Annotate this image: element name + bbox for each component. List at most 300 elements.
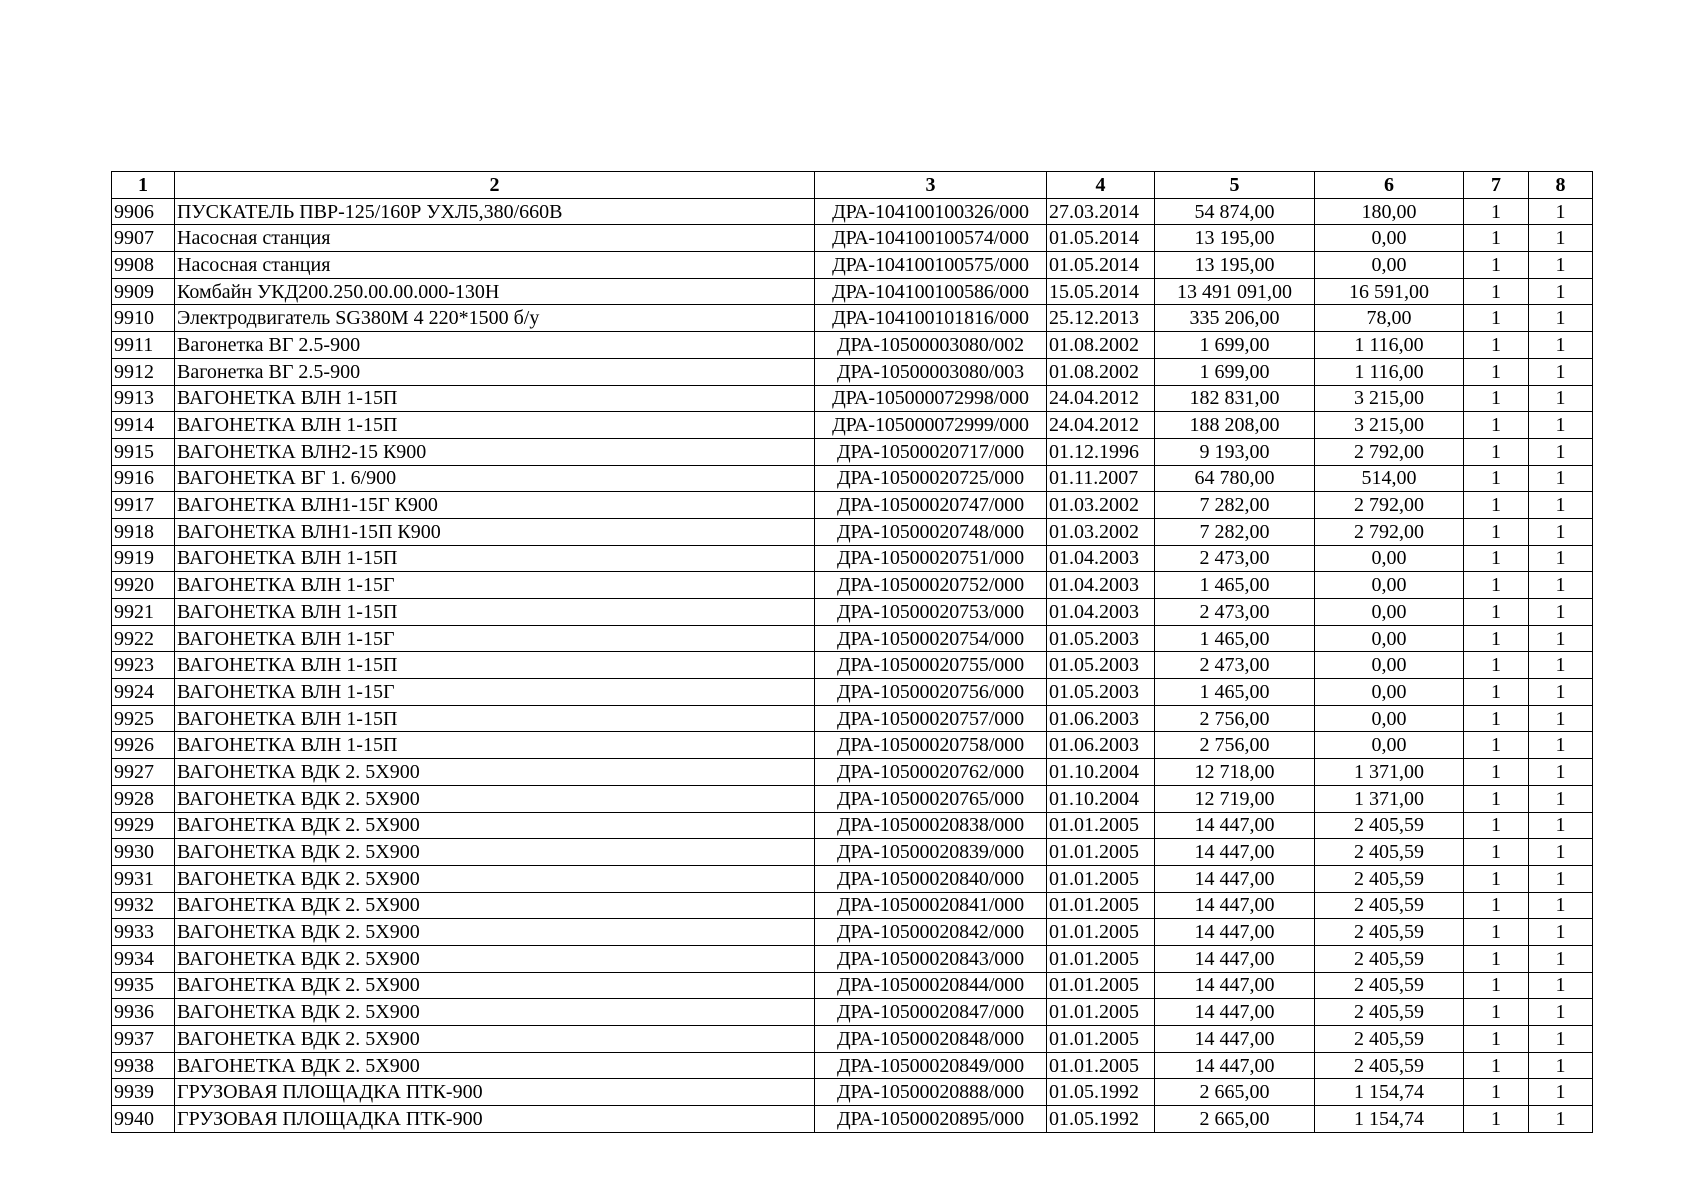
quantity-cell: 1 — [1464, 385, 1529, 412]
inventory-number-cell: ДРА-104100100574/000 — [815, 225, 1047, 252]
initial-cost-cell: 2 473,00 — [1155, 545, 1315, 572]
residual-cost-cell: 0,00 — [1315, 679, 1464, 706]
initial-cost-cell: 188 208,00 — [1155, 412, 1315, 439]
quantity-cell: 1 — [1464, 358, 1529, 385]
row-number-cell: 9915 — [112, 438, 175, 465]
asset-table — [111, 171, 1593, 1133]
quantity-cell: 1 — [1464, 518, 1529, 545]
inventory-number-cell: ДРА-10500020848/000 — [815, 1026, 1047, 1053]
date-cell: 01.01.2005 — [1047, 972, 1155, 999]
item-name-cell: ВАГОНЕТКА ВДК 2. 5Х900 — [175, 919, 815, 946]
table-row — [112, 732, 1593, 759]
inventory-number-cell: ДРА-10500020758/000 — [815, 732, 1047, 759]
row-number-cell: 9924 — [112, 679, 175, 706]
table-row — [112, 625, 1593, 652]
initial-cost-cell: 14 447,00 — [1155, 919, 1315, 946]
inventory-number-cell: ДРА-10500020847/000 — [815, 999, 1047, 1026]
row-number-cell: 9927 — [112, 759, 175, 786]
quantity-actual-cell: 1 — [1529, 1026, 1593, 1053]
item-name-cell: Насосная станция — [175, 252, 815, 279]
item-name-cell: ВАГОНЕТКА ВЛН 1-15П — [175, 599, 815, 626]
row-number-cell: 9935 — [112, 972, 175, 999]
residual-cost-cell: 2 792,00 — [1315, 438, 1464, 465]
quantity-cell: 1 — [1464, 1106, 1529, 1133]
inventory-number-cell: ДРА-10500020748/000 — [815, 518, 1047, 545]
row-number-cell: 9912 — [112, 358, 175, 385]
table-row — [112, 518, 1593, 545]
inventory-number-cell: ДРА-10500020841/000 — [815, 892, 1047, 919]
row-number-cell: 9938 — [112, 1052, 175, 1079]
date-cell: 01.01.2005 — [1047, 999, 1155, 1026]
table-row — [112, 572, 1593, 599]
residual-cost-cell: 0,00 — [1315, 705, 1464, 732]
quantity-cell: 1 — [1464, 972, 1529, 999]
quantity-actual-cell: 1 — [1529, 1079, 1593, 1106]
item-name-cell: ГРУЗОВАЯ ПЛОЩАДКА ПТК-900 — [175, 1106, 815, 1133]
residual-cost-cell: 2 405,59 — [1315, 812, 1464, 839]
column-header-5: 5 — [1155, 172, 1315, 199]
table-row — [112, 492, 1593, 519]
quantity-actual-cell: 1 — [1529, 652, 1593, 679]
table-row — [112, 599, 1593, 626]
date-cell: 01.03.2002 — [1047, 518, 1155, 545]
item-name-cell: ВАГОНЕТКА ВДК 2. 5Х900 — [175, 759, 815, 786]
initial-cost-cell: 335 206,00 — [1155, 305, 1315, 332]
table-row — [112, 892, 1593, 919]
inventory-number-cell: ДРА-10500020751/000 — [815, 545, 1047, 572]
row-number-cell: 9933 — [112, 919, 175, 946]
date-cell: 01.01.2005 — [1047, 945, 1155, 972]
quantity-actual-cell: 1 — [1529, 1052, 1593, 1079]
item-name-cell: ВАГОНЕТКА ВДК 2. 5Х900 — [175, 972, 815, 999]
inventory-number-cell: ДРА-10500003080/002 — [815, 332, 1047, 359]
quantity-actual-cell: 1 — [1529, 679, 1593, 706]
inventory-number-cell: ДРА-10500020888/000 — [815, 1079, 1047, 1106]
initial-cost-cell: 9 193,00 — [1155, 438, 1315, 465]
row-number-cell: 9932 — [112, 892, 175, 919]
date-cell: 01.04.2003 — [1047, 545, 1155, 572]
date-cell: 01.01.2005 — [1047, 892, 1155, 919]
row-number-cell: 9906 — [112, 198, 175, 225]
quantity-actual-cell: 1 — [1529, 1106, 1593, 1133]
initial-cost-cell: 13 491 091,00 — [1155, 278, 1315, 305]
date-cell: 01.11.2007 — [1047, 465, 1155, 492]
column-header-1: 1 — [112, 172, 175, 199]
table-row — [112, 305, 1593, 332]
row-number-cell: 9918 — [112, 518, 175, 545]
quantity-cell: 1 — [1464, 599, 1529, 626]
item-name-cell: ВАГОНЕТКА ВДК 2. 5Х900 — [175, 865, 815, 892]
initial-cost-cell: 64 780,00 — [1155, 465, 1315, 492]
initial-cost-cell: 54 874,00 — [1155, 198, 1315, 225]
table-row — [112, 1026, 1593, 1053]
initial-cost-cell: 14 447,00 — [1155, 812, 1315, 839]
quantity-cell: 1 — [1464, 492, 1529, 519]
inventory-number-cell: ДРА-10500020753/000 — [815, 599, 1047, 626]
date-cell: 01.04.2003 — [1047, 572, 1155, 599]
column-header-4: 4 — [1047, 172, 1155, 199]
date-cell: 01.08.2002 — [1047, 358, 1155, 385]
table-row — [112, 385, 1593, 412]
row-number-cell: 9929 — [112, 812, 175, 839]
row-number-cell: 9916 — [112, 465, 175, 492]
date-cell: 01.05.2014 — [1047, 225, 1155, 252]
row-number-cell: 9930 — [112, 839, 175, 866]
residual-cost-cell: 1 371,00 — [1315, 785, 1464, 812]
quantity-cell: 1 — [1464, 865, 1529, 892]
table-row — [112, 198, 1593, 225]
date-cell: 27.03.2014 — [1047, 198, 1155, 225]
row-number-cell: 9911 — [112, 332, 175, 359]
quantity-actual-cell: 1 — [1529, 332, 1593, 359]
date-cell: 01.03.2002 — [1047, 492, 1155, 519]
table-header-row — [112, 172, 1593, 199]
row-number-cell: 9931 — [112, 865, 175, 892]
column-header-6: 6 — [1315, 172, 1464, 199]
residual-cost-cell: 78,00 — [1315, 305, 1464, 332]
date-cell: 01.04.2003 — [1047, 599, 1155, 626]
initial-cost-cell: 14 447,00 — [1155, 1052, 1315, 1079]
quantity-actual-cell: 1 — [1529, 438, 1593, 465]
item-name-cell: ВАГОНЕТКА ВЛН 1-15П — [175, 705, 815, 732]
column-header-3: 3 — [815, 172, 1047, 199]
initial-cost-cell: 7 282,00 — [1155, 518, 1315, 545]
quantity-cell: 1 — [1464, 332, 1529, 359]
residual-cost-cell: 2 405,59 — [1315, 972, 1464, 999]
residual-cost-cell: 16 591,00 — [1315, 278, 1464, 305]
residual-cost-cell: 1 154,74 — [1315, 1079, 1464, 1106]
quantity-cell: 1 — [1464, 812, 1529, 839]
date-cell: 01.01.2005 — [1047, 839, 1155, 866]
residual-cost-cell: 3 215,00 — [1315, 412, 1464, 439]
inventory-number-cell: ДРА-104100100575/000 — [815, 252, 1047, 279]
table-row — [112, 785, 1593, 812]
quantity-actual-cell: 1 — [1529, 892, 1593, 919]
quantity-cell: 1 — [1464, 999, 1529, 1026]
row-number-cell: 9914 — [112, 412, 175, 439]
quantity-actual-cell: 1 — [1529, 972, 1593, 999]
date-cell: 01.08.2002 — [1047, 332, 1155, 359]
residual-cost-cell: 3 215,00 — [1315, 385, 1464, 412]
inventory-number-cell: ДРА-10500020895/000 — [815, 1106, 1047, 1133]
initial-cost-cell: 1 699,00 — [1155, 332, 1315, 359]
date-cell: 01.06.2003 — [1047, 705, 1155, 732]
initial-cost-cell: 13 195,00 — [1155, 252, 1315, 279]
row-number-cell: 9909 — [112, 278, 175, 305]
quantity-actual-cell: 1 — [1529, 412, 1593, 439]
quantity-actual-cell: 1 — [1529, 305, 1593, 332]
column-header-2: 2 — [175, 172, 815, 199]
quantity-cell: 1 — [1464, 465, 1529, 492]
residual-cost-cell: 1 371,00 — [1315, 759, 1464, 786]
item-name-cell: ВАГОНЕТКА ВДК 2. 5Х900 — [175, 812, 815, 839]
residual-cost-cell: 1 116,00 — [1315, 332, 1464, 359]
initial-cost-cell: 2 473,00 — [1155, 599, 1315, 626]
date-cell: 24.04.2012 — [1047, 412, 1155, 439]
residual-cost-cell: 2 405,59 — [1315, 999, 1464, 1026]
quantity-actual-cell: 1 — [1529, 492, 1593, 519]
initial-cost-cell: 14 447,00 — [1155, 865, 1315, 892]
row-number-cell: 9920 — [112, 572, 175, 599]
item-name-cell: Вагонетка ВГ 2.5-900 — [175, 332, 815, 359]
quantity-cell: 1 — [1464, 919, 1529, 946]
date-cell: 01.01.2005 — [1047, 865, 1155, 892]
item-name-cell: ВАГОНЕТКА ВДК 2. 5Х900 — [175, 785, 815, 812]
date-cell: 24.04.2012 — [1047, 385, 1155, 412]
quantity-actual-cell: 1 — [1529, 358, 1593, 385]
quantity-actual-cell: 1 — [1529, 278, 1593, 305]
item-name-cell: ВАГОНЕТКА ВЛН 1-15П — [175, 385, 815, 412]
quantity-actual-cell: 1 — [1529, 385, 1593, 412]
item-name-cell: ВАГОНЕТКА ВЛН 1-15П — [175, 545, 815, 572]
date-cell: 01.01.2005 — [1047, 1052, 1155, 1079]
quantity-cell: 1 — [1464, 545, 1529, 572]
inventory-number-cell: ДРА-10500003080/003 — [815, 358, 1047, 385]
residual-cost-cell: 2 405,59 — [1315, 919, 1464, 946]
initial-cost-cell: 1 699,00 — [1155, 358, 1315, 385]
table-row — [112, 1079, 1593, 1106]
quantity-actual-cell: 1 — [1529, 465, 1593, 492]
inventory-number-cell: ДРА-104100100326/000 — [815, 198, 1047, 225]
row-number-cell: 9926 — [112, 732, 175, 759]
quantity-actual-cell: 1 — [1529, 572, 1593, 599]
table-row — [112, 812, 1593, 839]
quantity-cell: 1 — [1464, 1052, 1529, 1079]
initial-cost-cell: 14 447,00 — [1155, 999, 1315, 1026]
item-name-cell: Комбайн УКД200.250.00.00.000-130Н — [175, 278, 815, 305]
item-name-cell: ВАГОНЕТКА ВДК 2. 5Х900 — [175, 892, 815, 919]
quantity-cell: 1 — [1464, 945, 1529, 972]
row-number-cell: 9910 — [112, 305, 175, 332]
residual-cost-cell: 0,00 — [1315, 732, 1464, 759]
residual-cost-cell: 2 792,00 — [1315, 518, 1464, 545]
row-number-cell: 9919 — [112, 545, 175, 572]
residual-cost-cell: 0,00 — [1315, 225, 1464, 252]
residual-cost-cell: 0,00 — [1315, 252, 1464, 279]
column-header-8: 8 — [1529, 172, 1593, 199]
date-cell: 01.05.2003 — [1047, 625, 1155, 652]
row-number-cell: 9940 — [112, 1106, 175, 1133]
item-name-cell: ВАГОНЕТКА ВЛН 1-15П — [175, 652, 815, 679]
date-cell: 01.12.1996 — [1047, 438, 1155, 465]
table-row — [112, 332, 1593, 359]
quantity-cell: 1 — [1464, 225, 1529, 252]
quantity-cell: 1 — [1464, 252, 1529, 279]
row-number-cell: 9939 — [112, 1079, 175, 1106]
quantity-cell: 1 — [1464, 438, 1529, 465]
quantity-cell: 1 — [1464, 305, 1529, 332]
initial-cost-cell: 2 473,00 — [1155, 652, 1315, 679]
item-name-cell: ВАГОНЕТКА ВДК 2. 5Х900 — [175, 1026, 815, 1053]
table-row — [112, 652, 1593, 679]
quantity-actual-cell: 1 — [1529, 225, 1593, 252]
quantity-actual-cell: 1 — [1529, 599, 1593, 626]
row-number-cell: 9923 — [112, 652, 175, 679]
quantity-actual-cell: 1 — [1529, 732, 1593, 759]
inventory-number-cell: ДРА-10500020756/000 — [815, 679, 1047, 706]
quantity-actual-cell: 1 — [1529, 759, 1593, 786]
quantity-actual-cell: 1 — [1529, 999, 1593, 1026]
item-name-cell: ПУСКАТЕЛЬ ПВР-125/160Р УХЛ5,380/660В — [175, 198, 815, 225]
date-cell: 01.06.2003 — [1047, 732, 1155, 759]
initial-cost-cell: 182 831,00 — [1155, 385, 1315, 412]
initial-cost-cell: 2 665,00 — [1155, 1079, 1315, 1106]
item-name-cell: ВАГОНЕТКА ВЛН 1-15Г — [175, 679, 815, 706]
date-cell: 01.05.1992 — [1047, 1106, 1155, 1133]
quantity-cell: 1 — [1464, 705, 1529, 732]
date-cell: 25.12.2013 — [1047, 305, 1155, 332]
table-row — [112, 759, 1593, 786]
date-cell: 01.01.2005 — [1047, 812, 1155, 839]
table-row — [112, 972, 1593, 999]
item-name-cell: Насосная станция — [175, 225, 815, 252]
row-number-cell: 9921 — [112, 599, 175, 626]
residual-cost-cell: 0,00 — [1315, 599, 1464, 626]
item-name-cell: Электродвигатель SG380M 4 220*1500 б/у — [175, 305, 815, 332]
table-row — [112, 278, 1593, 305]
item-name-cell: ВАГОНЕТКА ВЛН1-15П К900 — [175, 518, 815, 545]
quantity-actual-cell: 1 — [1529, 945, 1593, 972]
initial-cost-cell: 2 756,00 — [1155, 732, 1315, 759]
quantity-cell: 1 — [1464, 839, 1529, 866]
initial-cost-cell: 14 447,00 — [1155, 839, 1315, 866]
quantity-actual-cell: 1 — [1529, 919, 1593, 946]
table-row — [112, 358, 1593, 385]
inventory-number-cell: ДРА-10500020765/000 — [815, 785, 1047, 812]
initial-cost-cell: 12 718,00 — [1155, 759, 1315, 786]
initial-cost-cell: 14 447,00 — [1155, 972, 1315, 999]
residual-cost-cell: 2 405,59 — [1315, 892, 1464, 919]
table-body — [112, 198, 1593, 1132]
row-number-cell: 9917 — [112, 492, 175, 519]
table-row — [112, 865, 1593, 892]
inventory-number-cell: ДРА-10500020754/000 — [815, 625, 1047, 652]
quantity-cell: 1 — [1464, 278, 1529, 305]
inventory-number-cell: ДРА-10500020839/000 — [815, 839, 1047, 866]
quantity-actual-cell: 1 — [1529, 198, 1593, 225]
inventory-number-cell: ДРА-105000072999/000 — [815, 412, 1047, 439]
inventory-number-cell: ДРА-10500020838/000 — [815, 812, 1047, 839]
table-row — [112, 919, 1593, 946]
row-number-cell: 9913 — [112, 385, 175, 412]
table-row — [112, 1106, 1593, 1133]
inventory-number-cell: ДРА-10500020762/000 — [815, 759, 1047, 786]
item-name-cell: ВАГОНЕТКА ВДК 2. 5Х900 — [175, 999, 815, 1026]
initial-cost-cell: 14 447,00 — [1155, 1026, 1315, 1053]
initial-cost-cell: 12 719,00 — [1155, 785, 1315, 812]
row-number-cell: 9922 — [112, 625, 175, 652]
quantity-actual-cell: 1 — [1529, 252, 1593, 279]
quantity-cell: 1 — [1464, 1079, 1529, 1106]
table-row — [112, 999, 1593, 1026]
residual-cost-cell: 2 405,59 — [1315, 1026, 1464, 1053]
item-name-cell: ВАГОНЕТКА ВЛН 1-15Г — [175, 572, 815, 599]
item-name-cell: ВАГОНЕТКА ВДК 2. 5Х900 — [175, 839, 815, 866]
residual-cost-cell: 180,00 — [1315, 198, 1464, 225]
date-cell: 01.01.2005 — [1047, 1026, 1155, 1053]
initial-cost-cell: 14 447,00 — [1155, 892, 1315, 919]
residual-cost-cell: 2 405,59 — [1315, 865, 1464, 892]
residual-cost-cell: 0,00 — [1315, 625, 1464, 652]
item-name-cell: ВАГОНЕТКА ВЛН 1-15П — [175, 732, 815, 759]
table-row — [112, 252, 1593, 279]
quantity-cell: 1 — [1464, 412, 1529, 439]
inventory-number-cell: ДРА-105000072998/000 — [815, 385, 1047, 412]
quantity-actual-cell: 1 — [1529, 865, 1593, 892]
quantity-actual-cell: 1 — [1529, 625, 1593, 652]
residual-cost-cell: 0,00 — [1315, 545, 1464, 572]
quantity-cell: 1 — [1464, 785, 1529, 812]
inventory-number-cell: ДРА-10500020842/000 — [815, 919, 1047, 946]
inventory-number-cell: ДРА-104100100586/000 — [815, 278, 1047, 305]
date-cell: 01.05.2003 — [1047, 679, 1155, 706]
quantity-actual-cell: 1 — [1529, 705, 1593, 732]
quantity-cell: 1 — [1464, 1026, 1529, 1053]
quantity-actual-cell: 1 — [1529, 785, 1593, 812]
item-name-cell: Вагонетка ВГ 2.5-900 — [175, 358, 815, 385]
date-cell: 01.10.2004 — [1047, 785, 1155, 812]
row-number-cell: 9936 — [112, 999, 175, 1026]
date-cell: 01.05.2003 — [1047, 652, 1155, 679]
item-name-cell: ВАГОНЕТКА ВГ 1. 6/900 — [175, 465, 815, 492]
quantity-actual-cell: 1 — [1529, 812, 1593, 839]
quantity-cell: 1 — [1464, 572, 1529, 599]
item-name-cell: ВАГОНЕТКА ВДК 2. 5Х900 — [175, 945, 815, 972]
residual-cost-cell: 2 405,59 — [1315, 1052, 1464, 1079]
initial-cost-cell: 1 465,00 — [1155, 625, 1315, 652]
residual-cost-cell: 2 405,59 — [1315, 945, 1464, 972]
residual-cost-cell: 2 405,59 — [1315, 839, 1464, 866]
table-row — [112, 705, 1593, 732]
inventory-number-cell: ДРА-10500020755/000 — [815, 652, 1047, 679]
quantity-cell: 1 — [1464, 892, 1529, 919]
table-row — [112, 545, 1593, 572]
row-number-cell: 9934 — [112, 945, 175, 972]
table-row — [112, 225, 1593, 252]
table-row — [112, 839, 1593, 866]
initial-cost-cell: 13 195,00 — [1155, 225, 1315, 252]
residual-cost-cell: 0,00 — [1315, 572, 1464, 599]
date-cell: 01.05.2014 — [1047, 252, 1155, 279]
inventory-number-cell: ДРА-10500020747/000 — [815, 492, 1047, 519]
inventory-number-cell: ДРА-10500020840/000 — [815, 865, 1047, 892]
initial-cost-cell: 1 465,00 — [1155, 572, 1315, 599]
quantity-cell: 1 — [1464, 625, 1529, 652]
residual-cost-cell: 1 154,74 — [1315, 1106, 1464, 1133]
item-name-cell: ГРУЗОВАЯ ПЛОЩАДКА ПТК-900 — [175, 1079, 815, 1106]
inventory-number-cell: ДРА-10500020843/000 — [815, 945, 1047, 972]
date-cell: 01.05.1992 — [1047, 1079, 1155, 1106]
table-row — [112, 1052, 1593, 1079]
residual-cost-cell: 0,00 — [1315, 652, 1464, 679]
row-number-cell: 9925 — [112, 705, 175, 732]
quantity-cell: 1 — [1464, 679, 1529, 706]
inventory-number-cell: ДРА-10500020757/000 — [815, 705, 1047, 732]
item-name-cell: ВАГОНЕТКА ВЛН 1-15П — [175, 412, 815, 439]
quantity-actual-cell: 1 — [1529, 839, 1593, 866]
row-number-cell: 9937 — [112, 1026, 175, 1053]
row-number-cell: 9908 — [112, 252, 175, 279]
row-number-cell: 9907 — [112, 225, 175, 252]
initial-cost-cell: 2 756,00 — [1155, 705, 1315, 732]
initial-cost-cell: 14 447,00 — [1155, 945, 1315, 972]
row-number-cell: 9928 — [112, 785, 175, 812]
date-cell: 01.10.2004 — [1047, 759, 1155, 786]
table-row — [112, 679, 1593, 706]
column-header-7: 7 — [1464, 172, 1529, 199]
inventory-number-cell: ДРА-104100101816/000 — [815, 305, 1047, 332]
initial-cost-cell: 7 282,00 — [1155, 492, 1315, 519]
